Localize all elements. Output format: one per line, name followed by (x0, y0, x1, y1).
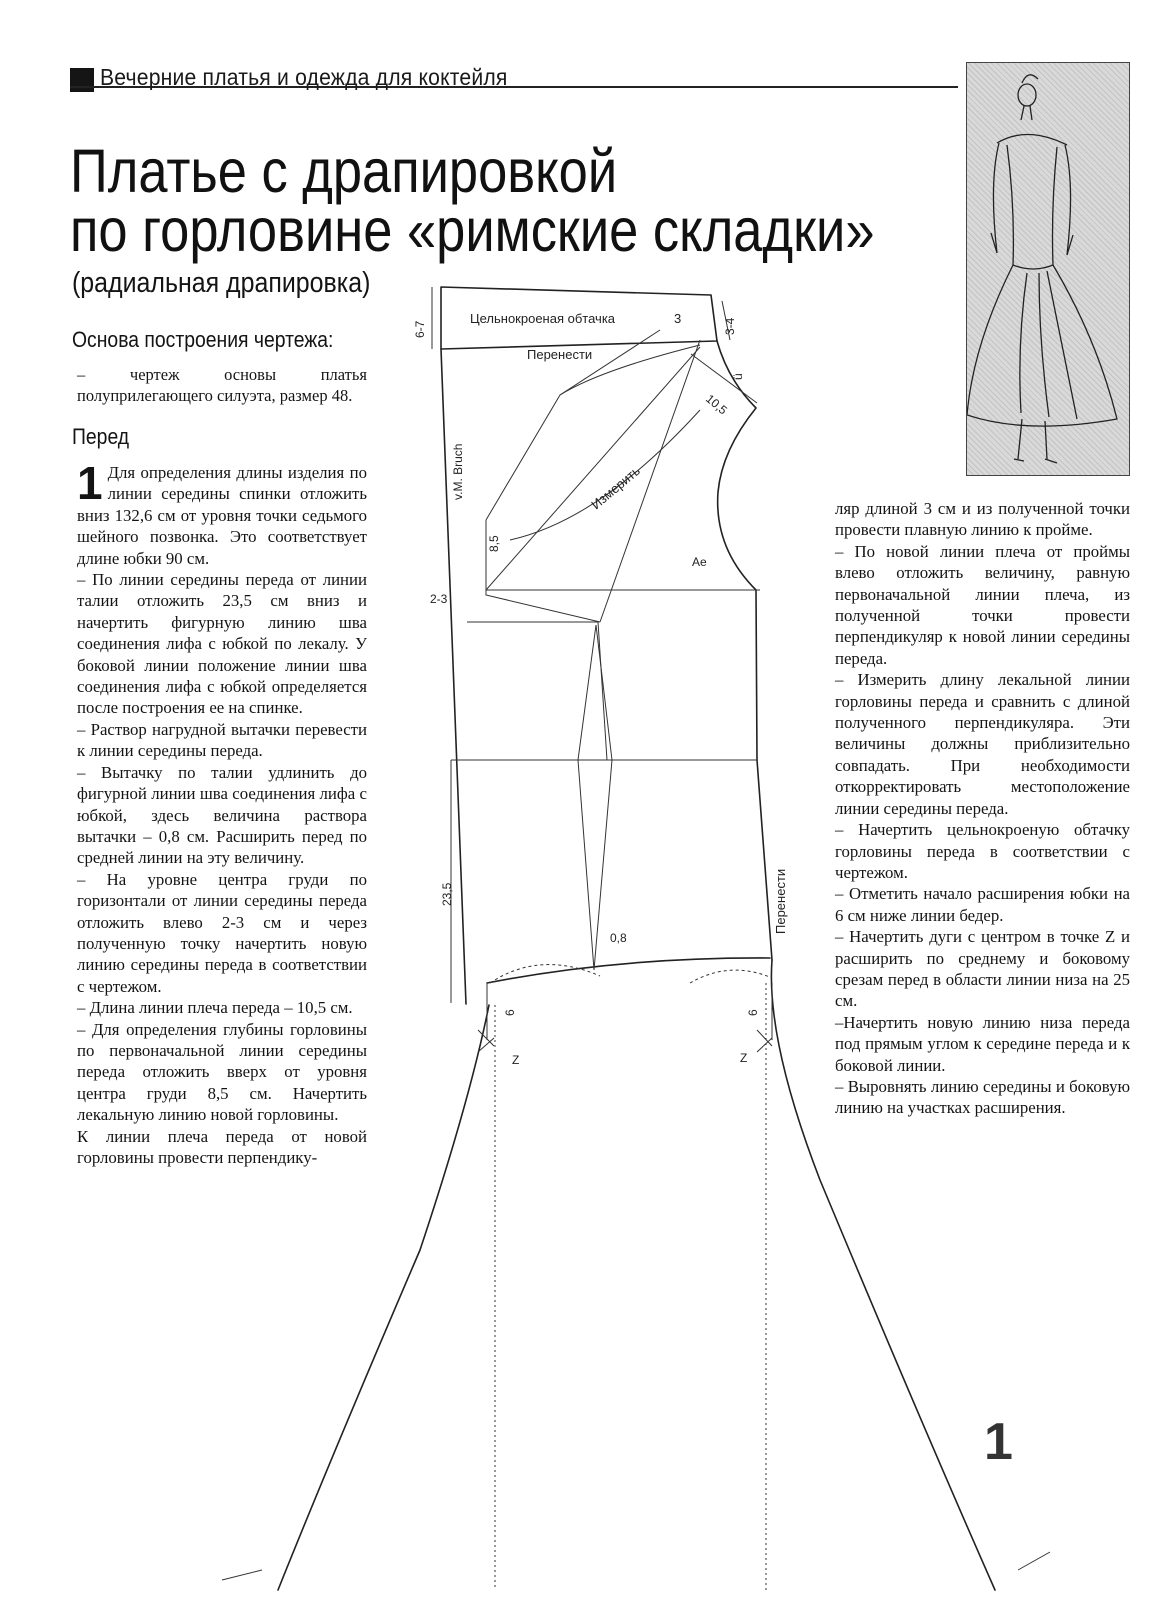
skirt-right-line (771, 960, 995, 1590)
skirt-left-line (278, 1005, 489, 1590)
right-paragraph: –Начертить новую линию низа переда под прямым углом к середине переда и к боковой линии. (835, 1012, 1130, 1075)
waist-dart (578, 625, 612, 970)
front-paragraph: – Для определения глубины горловины по первоначальной линии середины переда отложить вверх от уровня центра груди 8,5 см. Начертить лекальную линию новой горловины. (77, 1019, 367, 1125)
right-paragraph: – По новой линии плеча от проймы влево отложить величину, равную первоначальной линии плеча, из полученной точки провести перпендикуляр к новой линии середины переда. (835, 541, 1130, 668)
label-ae: Ae (692, 555, 707, 569)
label-z-right: Z (740, 1051, 748, 1065)
front-paragraph: – По линии середины переда от линии талии отложить 23,5 см вниз и начертить фигурную линию шва соединения лифа с юбкой по лекалу. У боковой линии положение линии шва соединения лифа с юбкой определяется после построения ее на спинке. (77, 570, 367, 718)
label-author: v.M. Bruch (451, 443, 465, 500)
label-10-5: 10,5 (703, 391, 730, 418)
basis-text: – чертеж основы платья полуприлегающего силуэта, размер 48. (77, 365, 367, 405)
front-paragraph: – Вытачку по талии удлинить до фигурной линии шва соединения лифа с юбкой, здесь величина раствора вытачки – 0,8 см. Расширить перед по средней линии на эту величину. (77, 762, 367, 868)
drape-line (486, 347, 700, 590)
front-paragraph: – Раствор нагрудной вытачки перевести к линии середины переда. (77, 719, 367, 761)
arrow-z-right (757, 1030, 772, 1052)
waist-seam-line (487, 958, 770, 983)
page-title-line-2: по горловине «римские складки» (70, 196, 875, 264)
basis-heading: Основа построения чертежа: (72, 327, 334, 352)
label-facing: Цельнокроеная обтачка (470, 311, 616, 326)
hip-arc-right (690, 970, 772, 983)
front-paragraph: – На уровне центра груди по горизонтали от линии середины переда отложить влево 2-3 см и через полученную точку начертить новую линию середины переда в соответствии с чертежом. (77, 869, 367, 996)
label-6-right: 6 (746, 1009, 760, 1016)
right-paragraph: ляр длиной 3 см и из полученной точки провести плавную линию к пройме. (835, 499, 1130, 540)
right-paragraph: – Измерить длину лекальной линии горловины переда и сравнить с длиной полученного перпендикуляра. Эти величины должны приблизительно совпадать. При необходимости откорректировать местоположение линии середины переда. (835, 670, 1130, 818)
right-paragraph: – Выровнять линию середины и боковую линию на участках расширения. (835, 1076, 1130, 1118)
label-6-left: 6 (503, 1009, 517, 1016)
hem-arrow-left (222, 1570, 262, 1580)
label-0-8: 0,8 (610, 931, 627, 945)
page-subtitle: (радиальная драпировка) (72, 267, 371, 299)
hem-arrow-right (1018, 1552, 1050, 1570)
label-8-5: 8,5 (487, 535, 501, 552)
right-paragraph: – Начертить цельнокроеную обтачку горловины переда в соответствии с чертежом. (835, 820, 1130, 882)
front-paragraph-text: Для определения длины изделия по линии середины спинки отложить вниз 132,6 см от уровня точки седьмого шейного позвонка. Это соответствует длине юбки 90 см. (77, 463, 367, 568)
label-3-4: 3-4 (723, 317, 737, 335)
front-paragraph: К линии плеча переда от новой горловины провести перпендику- (77, 1126, 367, 1167)
label-6-7: 6-7 (413, 320, 427, 338)
page-number: 1 (984, 1413, 1013, 1471)
drop-cap: 1 (77, 457, 103, 509)
page-title-line-1: Платье с драпировкой (70, 137, 618, 205)
front-heading: Перед (72, 424, 130, 449)
measure-curve (510, 410, 700, 540)
label-23-5: 23,5 (440, 882, 454, 906)
label-u: ü (731, 373, 745, 380)
bust-dart (467, 622, 607, 760)
section-title: Вечерние платья и одежда для коктейля (100, 64, 508, 90)
right-paragraph: – Отметить начало расширения юбки на 6 см ниже линии бедер. (835, 884, 1130, 925)
label-3: 3 (674, 311, 682, 326)
side-seam-line (757, 760, 772, 960)
right-paragraph: – Начертить дуги с центром в точке Z и расширить по среднему и боковому срезам перед в области линии низа на 25 см. (835, 927, 1130, 1011)
label-transfer-side: Перенести (773, 868, 788, 934)
label-2-3: 2-3 (430, 592, 448, 606)
front-paragraph: – Длина линии плеча переда – 10,5 см. (77, 998, 353, 1018)
label-z-left: Z (512, 1053, 520, 1067)
label-transfer-top: Перенести (527, 347, 593, 362)
label-measure: Измерить (588, 463, 643, 513)
